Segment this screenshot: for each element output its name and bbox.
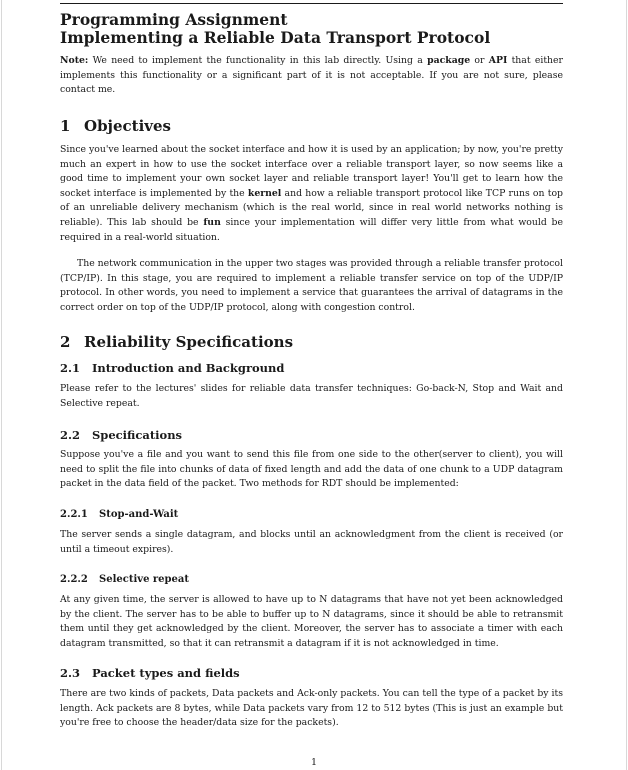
subsection-heading-specs: [60, 428, 563, 442]
note-paragraph: [60, 54, 563, 98]
section-title: Objectives: [84, 117, 171, 135]
packets-paragraph: There are two kinds of packets, Data packets and Ack-only packets. You can tell the type of a packet by its length. Ack packets are 8 bytes, while Data packets vary from 12 to 512 bytes (This is just an example but you're free to choose the header/data size for the packets).: [60, 688, 563, 729]
subsubsection-number: 2.2.1: [60, 509, 88, 520]
title-top-rule: [60, 3, 563, 4]
note-label: Note:: [60, 55, 89, 66]
subsubsection-heading-selective: [60, 574, 563, 585]
subsection-title: Introduction and Background: [92, 361, 285, 375]
subsection-title: Specifications: [92, 428, 183, 442]
intro-paragraph: Please refer to the lectures' slides for reliable data transfer techniques: Go-back-N, Stop and Wait and Selective repeat.: [60, 383, 563, 409]
section-title: Reliability Specifications: [84, 333, 294, 351]
subsection-heading-packets: [60, 666, 563, 680]
objectives-paragraph-1: Since you've learned about the socket interface and how it is used by an application; by now, you're pretty much an expert in how to use the socket interface over a reliable transport layer, so now seems like a good time to implement your own socket layer and reliable transport layer! You'll get to learn how the socket interface is implemented by the kernel and how a reliable transport protocol like TCP runs on top of an unreliable delivery mechanism (which is the real world, since in real world networks nothing is reliable). This lab should be fun since your implementation will differ very little from what would be required in a real-world situation.: [60, 144, 564, 243]
section-number: 2: [60, 333, 71, 351]
section-heading-reliability: [60, 333, 563, 351]
section-number: 1: [60, 117, 71, 135]
objectives-paragraph-2: The network communication in the upper two stages was provided through a reliable transfer protocol (TCP/IP). In this stage, you are required to implement a reliable transfer service on top of the UDP/IP protocol. In other words, you need to implement a service that guarantees the arrival of datagrams in the correct order on top of the UDP/IP protocol, along with congestion control.: [60, 258, 563, 313]
note-text: We need to implement the functionality in this lab directly. Using a package or API that either implements this functionality or a significant part of it is not acceptable. If you are not sure, please contact me.: [60, 55, 563, 96]
subsection-number: 2.1: [60, 361, 81, 375]
subsubsection-number: 2.2.2: [60, 574, 88, 585]
page-number: 1: [310, 757, 318, 768]
subsection-number: 2.2: [60, 428, 81, 442]
left-page-edge: [1, 0, 2, 770]
selective-paragraph: At any given time, the server is allowed to have up to N datagrams that have not yet been acknowledged by the client. The server has to be able to buffer up to N datagrams, since it should be able to retransmit them until they get acknowledged by the client. Moreover, the server has to associate a timer with each datagram transmitted, so that it can retransmit a datagram if it is not acknowledged in time.: [60, 594, 563, 649]
section-heading-objectives: [60, 117, 563, 135]
title-line-2: Implementing a Reliable Data Transport Protocol: [60, 28, 491, 47]
subsubsection-title: Stop-and-Wait: [99, 509, 179, 520]
subsubsection-heading-stop-wait: [60, 509, 563, 520]
subsection-heading-intro: [60, 361, 563, 375]
title-line-1: Programming Assignment: [60, 10, 288, 29]
specs-paragraph: Suppose you've a file and you want to send this file from one side to the other(server to client), you will need to split the file into chunks of data of fixed length and add the data of one chunk to a UDP datagram packet in the data field of the packet. Two methods for RDT should be implemented:: [60, 449, 563, 490]
subsection-number: 2.3: [60, 666, 81, 680]
right-page-edge: [626, 0, 627, 770]
stop-wait-paragraph: The server sends a single datagram, and blocks until an acknowledgment from the client is received (or until a timeout expires).: [60, 529, 563, 555]
subsubsection-title: Selective repeat: [99, 574, 189, 585]
subsection-title: Packet types and fields: [92, 666, 240, 680]
